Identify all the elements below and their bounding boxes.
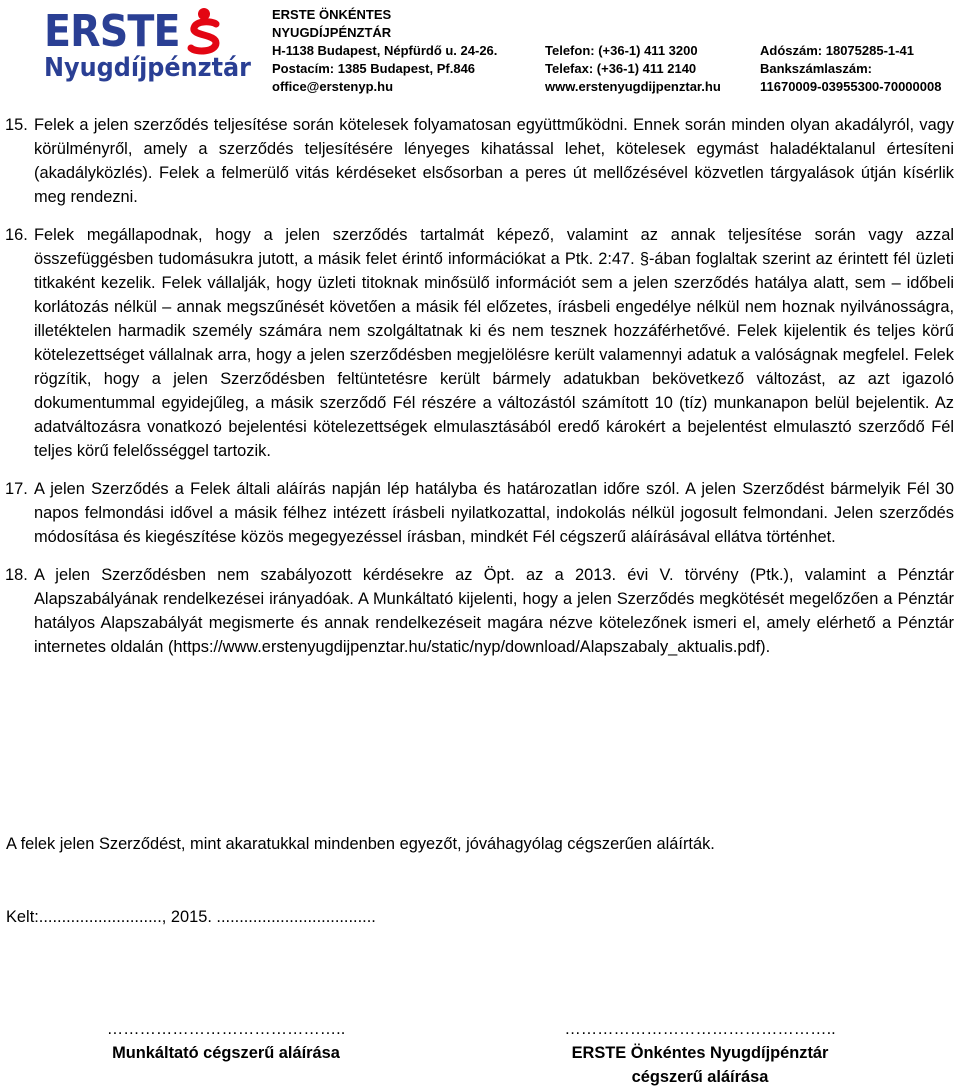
clause-number: 18.: [5, 566, 28, 584]
signature-label: ERSTE Önkéntes Nyugdíjpénztár: [571, 1044, 829, 1062]
clause-18: [5, 563, 954, 659]
tax-number: Adószám: 18075285-1-41: [760, 43, 914, 58]
postal-address: Postacím: 1385 Budapest, Pf.846: [272, 61, 476, 76]
address-block: [272, 42, 497, 96]
org-name-line1: ERSTE ÖNKÉNTES: [272, 7, 392, 22]
email-link[interactable]: office@erstenyp.hu: [272, 79, 394, 94]
clause-text: Felek megállapodnak, hogy a jelen szerződés tartalmát képező, valamint az annak teljesítése során vagy azzal összefüggésben tudomásukra jutott, a másik felet érintő információkat a Ptk. 2:47. §-ában foglaltak szerint az érintett fél üzleti titkaként kezelik. Felek vállalják, hogy üzleti titoknak minősülő információt sem a jelen szerződés hatálya alatt, sem – időbeli korlátozás nélkül – annak megszűnését követően a másik fél előzetes, írásbeli engedélye nélkül nem hoznak nyilvánosságra, illetéktelen harmadik személy számára nem szolgáltatnak ki és nem tesznek hozzáférhetővé. Felek kijelentik és teljes körű kötelezettséget vállalnak arra, hogy a jelen szerződésben megjelölésre került valamennyi adatuk a valóságnak megfelel. Felek rögzítik, hogy a jelen Szerződésben feltüntetésre került bármely adatukban bekövetkező változást, az azt igazoló dokumentummal egyidejűleg, a másik szerződő Fél részére a változástól számított 10 (tíz) munkanapon belül bejelentik. Az adatváltozásra vonatkozó bejelentési kötelezettségek elmulasztásából eredő károkért a bejelentést elmulasztó szerződő Fél teljes körű felelősséggel tartozik.: [34, 226, 954, 460]
letterhead: [0, 0, 960, 92]
org-name: [272, 6, 391, 42]
bank-account-number: 11670009-03955300-70000008: [760, 79, 942, 94]
logo-wordmark: ERSTE: [44, 6, 180, 57]
contact-block: [545, 42, 721, 96]
signature-label-line2: cégszerű aláírása: [631, 1068, 769, 1086]
clause-15: [5, 113, 954, 209]
employer-signature: [56, 1017, 396, 1065]
erste-logo: [44, 4, 251, 86]
closing-statement: A felek jelen Szerződést, mint akaratukkal mindenben egyezőt, jóváhagyólag cégszerűen aláírták.: [6, 835, 715, 853]
address: H-1138 Budapest, Népfürdő u. 24-26.: [272, 43, 498, 58]
clause-number: 17.: [5, 480, 28, 498]
signature-line: …………………………………………..: [564, 1020, 836, 1038]
clause-number: 16.: [5, 226, 28, 244]
bank-account-label: Bankszámlaszám:: [760, 61, 872, 76]
org-name-line2: NYUGDÍJPÉNZTÁR: [272, 25, 392, 40]
clause-16: [5, 223, 954, 463]
phone: Telefon: (+36-1) 411 3200: [545, 43, 698, 58]
signature-label: Munkáltató cégszerű aláírása: [112, 1044, 340, 1062]
website-link[interactable]: www.erstenyugdijpenztar.hu: [545, 79, 721, 94]
clause-text: Felek a jelen szerződés teljesítése során kötelesek folyamatosan együttműködni. Ennek során minden olyan akadályról, vagy körülményről, amely a szerződés teljesítésére lényeges kihatással lehet, kötelesek egymást haladéktalanul értesíteni (akadályközlés). Felek a felmerülő vitás kérdéseket elsősorban a peres út mellőzésével közvetlen tárgyalások útján kísérlik meg rendezni.: [34, 116, 954, 206]
clause-text: A jelen Szerződés a Felek általi aláírás napján lép hatályba és határozatlan időre szól. A jelen Szerződést bármelyik Fél 30 napos felmondási idővel a másik félhez intézett írásbeli nyilatkozattal, indokolás nélkül jogosult felmondani. Jelen szerződés módosítása és kiegészítése közös megegyezéssel írásban, mindkét Fél cégszerű aláírásával ellátva történhet.: [34, 480, 954, 546]
fax: Telefax: (+36-1) 411 2140: [545, 61, 697, 76]
erste-s-icon: [186, 6, 222, 56]
clause-17: [5, 477, 954, 549]
clause-number: 15.: [5, 116, 28, 134]
date-line: Kelt:..........................., 2015. ...................................: [6, 908, 376, 926]
fund-signature: [520, 1017, 880, 1089]
contract-body: [0, 113, 960, 673]
signature-line: ……………………………………..: [106, 1020, 346, 1038]
clause-text: A jelen Szerződésben nem szabályozott kérdésekre az Öpt. az a 2013. évi V. törvény (Ptk.), valamint a Pénztár Alapszabályának rendelkezései irányadóak. A Munkáltató kijelenti, hogy a jelen Szerződés megkötését megelőzően a Pénztár hatályos Alapszabályát megismerte és annak rendelkezéseit magára nézve kötelezőnek ismeri el, amely elérhető a Pénztár internetes oldalán (https://www.erstenyugdijpenztar.hu/static/nyp/download/Alapszabaly_aktualis.pdf).: [34, 566, 954, 656]
logo-subtitle: Nyugdíjpénztár: [44, 53, 251, 83]
tax-bank-block: [760, 42, 941, 96]
